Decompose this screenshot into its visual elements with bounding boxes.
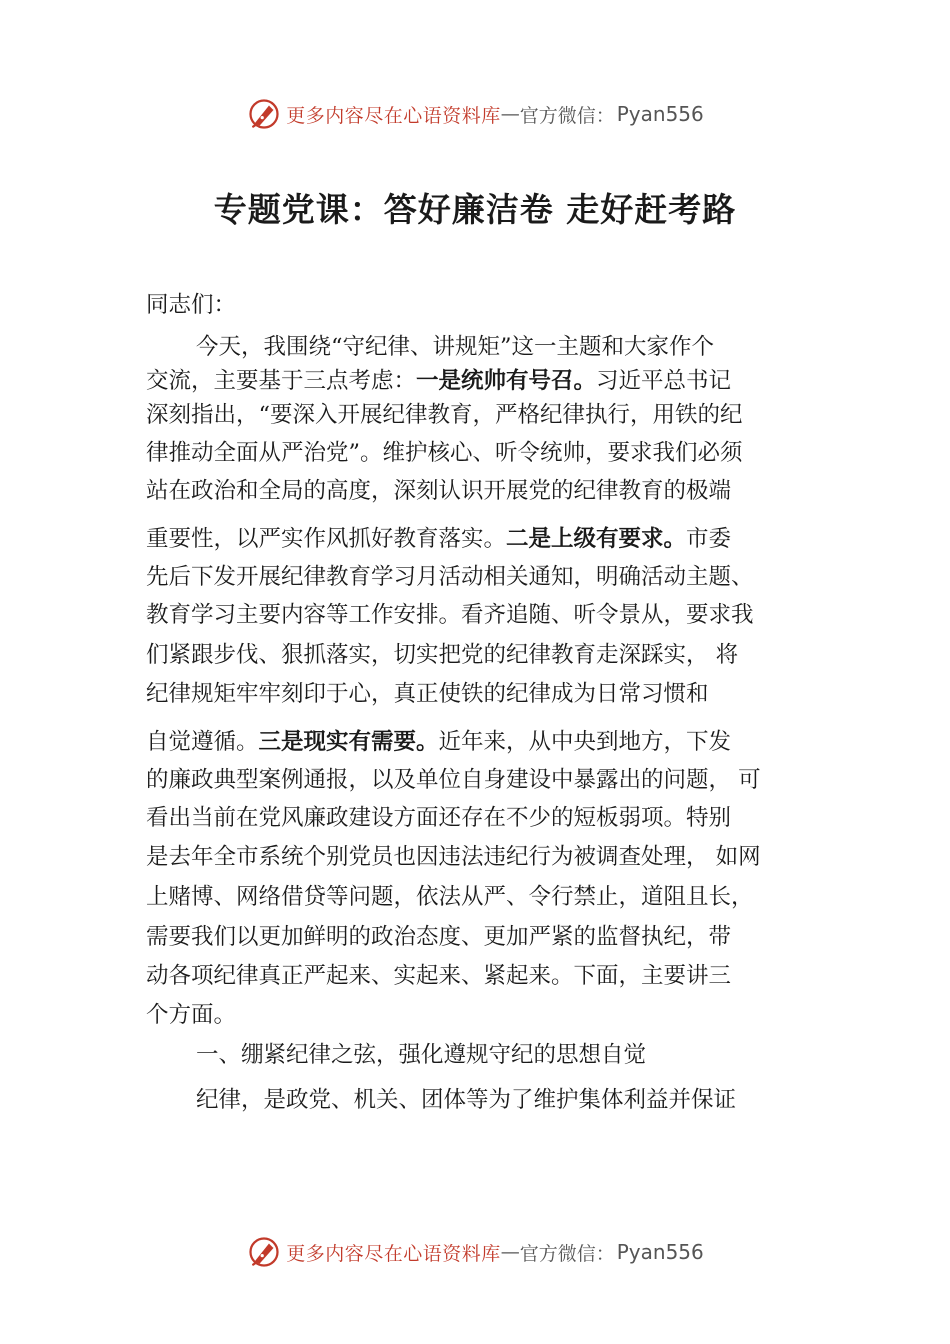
document-title: 专题党课：答好廉洁卷 走好赶考路 [213, 190, 737, 229]
watermark-brand: 更多内容尽在心语资料库 [286, 1242, 501, 1265]
watermark-separator: — [500, 1241, 520, 1263]
bold-point: 三是现实有需要。 [258, 729, 439, 755]
body-line: 动各项纪律真正严起来、实起来、紧起来。下面，主要讲三 [146, 963, 732, 989]
body-line: 先后下发开展纪律教育学习月活动相关通知，明确活动主题、 [146, 564, 754, 590]
body-line: 上赌博、网络借贷等问题，依法从严、令行禁止，道阻且长， [146, 884, 754, 910]
body-line: 看出当前在党风廉政建设方面还存在不少的短板弱项。特别 [146, 805, 732, 831]
footer-watermark [0, 1232, 950, 1272]
body-line: 教育学习主要内容等工作安排。看齐追随、听令景从，要求我 [146, 602, 754, 628]
body-line: 个方面。 [146, 1002, 237, 1028]
body-line: 需要我们以更加鲜明的政治态度、更加严紧的监督执纪，带 [146, 924, 732, 950]
greeting: 同志们： [146, 292, 237, 318]
watermark-label: 官方微信： [519, 104, 615, 127]
body-line: 们紧跟步伐、狠抓落实，切实把党的纪律教育走深踩实， 将 [146, 642, 739, 668]
header-watermark [0, 94, 950, 134]
body-line: 是去年全市系统个别党员也因违法违纪行为被调查处理， 如网 [146, 844, 761, 870]
watermark-label: 官方微信： [519, 1242, 615, 1265]
body-line: 纪律规矩牢牢刻印于心，真正使铁的纪律成为日常习惯和 [146, 681, 709, 707]
body-line: 深刻指出，“要深入开展纪律教育，严格纪律执行，用铁的纪 [146, 402, 743, 428]
bold-point: 二是上级有要求。 [506, 526, 687, 552]
watermark-wechat-id: Pyan556 [616, 102, 704, 126]
body-line: 交流，主要基于三点考虑：一是统帅有号召。习近平总书记 [146, 368, 732, 394]
watermark-wechat-id: Pyan556 [616, 1240, 704, 1264]
section-heading: 一、绷紧纪律之弦，强化遵规守纪的思想自觉 [196, 1042, 647, 1068]
body-line: 自觉遵循。三是现实有需要。近年来，从中央到地方，下发 [146, 729, 732, 755]
watermark-separator: — [500, 103, 520, 125]
body-line: 纪律，是政党、机关、团体等为了维护集体利益并保证 [196, 1087, 737, 1113]
body-line: 今天，我围绕“守纪律、讲规矩”这一主题和大家作个 [196, 334, 715, 360]
bold-point: 一是统帅有号召。 [416, 368, 597, 394]
body-line: 重要性，以严实作风抓好教育落实。二是上级有要求。市委 [146, 526, 732, 552]
watermark-brand: 更多内容尽在心语资料库 [286, 104, 501, 127]
body-line: 的廉政典型案例通报，以及单位自身建设中暴露出的问题， 可 [146, 767, 761, 793]
body-line: 站在政治和全局的高度，深刻认识开展党的纪律教育的极端 [146, 478, 732, 504]
pen-nib-icon [246, 1234, 282, 1270]
body-line: 律推动全面从严治党”。维护核心、听令统帅，要求我们必须 [146, 440, 743, 466]
pen-nib-icon [246, 96, 282, 132]
